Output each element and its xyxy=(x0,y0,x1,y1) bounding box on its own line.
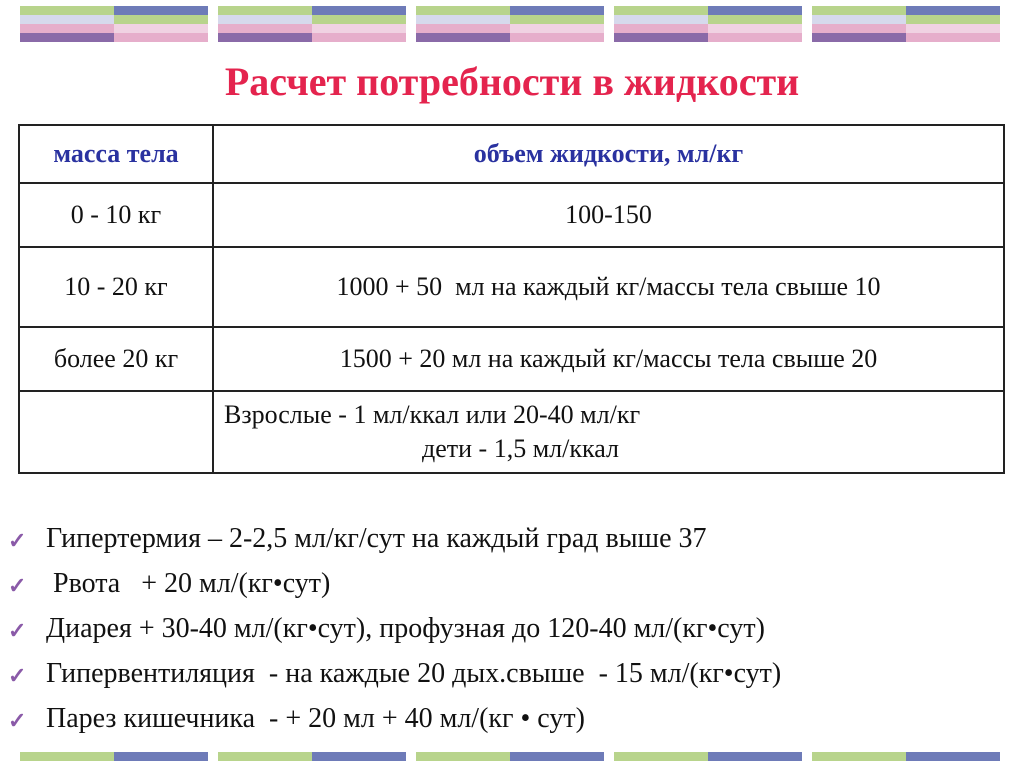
decor-block xyxy=(416,752,604,767)
decor-block xyxy=(416,6,604,46)
decor-block xyxy=(20,6,208,46)
table-row xyxy=(19,247,1004,327)
body-mass-cell: 10 - 20 кг xyxy=(19,247,213,327)
adults-children-cell xyxy=(213,391,1004,473)
decor-block xyxy=(614,6,802,46)
column-header-body-mass: масса тела xyxy=(19,125,213,183)
column-header-fluid-volume: объем жидкости, мл/кг xyxy=(213,125,1004,183)
decor-block xyxy=(218,6,406,46)
decor-block xyxy=(20,752,208,767)
decor-block xyxy=(218,752,406,767)
table-row xyxy=(19,183,1004,247)
fluid-volume-cell: 1000 + 50 мл на каждый кг/массы тела свыше 10 xyxy=(213,247,1004,327)
children-text: дети - 1,5 мл/ккал xyxy=(422,434,619,463)
fluid-volume-cell: 100-150 xyxy=(213,183,1004,247)
decor-block xyxy=(812,752,1000,767)
fluid-requirement-table xyxy=(18,124,1005,474)
list-item-text: Гипервентиляция - на каждые 20 дых.свыше - 15 мл/(кг•сут) xyxy=(46,658,782,689)
adults-text: Взрослые - 1 мл/ккал или 20-40 мл/кг xyxy=(224,400,641,429)
decor-block xyxy=(614,752,802,767)
checkmark-icon: ✓ xyxy=(8,618,27,644)
list-item xyxy=(8,606,1008,651)
body-mass-cell: 0 - 10 кг xyxy=(19,183,213,247)
body-mass-cell: более 20 кг xyxy=(19,327,213,391)
checkmark-icon: ✓ xyxy=(8,573,27,599)
table-row xyxy=(19,327,1004,391)
decor-block xyxy=(812,6,1000,46)
top-decoration xyxy=(0,6,1024,46)
table-header-row xyxy=(19,125,1004,183)
list-item xyxy=(8,516,1008,561)
list-item-text: Парез кишечника - + 20 мл + 40 мл/(кг • сут) xyxy=(46,703,585,734)
fluid-volume-cell: 1500 + 20 мл на каждый кг/массы тела свыше 20 xyxy=(213,327,1004,391)
list-item-text: Рвота + 20 мл/(кг•сут) xyxy=(46,568,331,599)
slide-title: Расчет потребности в жидкости xyxy=(224,59,800,104)
list-item-text: Гипертермия – 2-2,5 мл/кг/сут на каждый град выше 37 xyxy=(46,523,707,554)
additional-needs-list xyxy=(8,516,1008,741)
bottom-decoration xyxy=(0,752,1024,767)
checkmark-icon: ✓ xyxy=(8,663,27,689)
checkmark-icon: ✓ xyxy=(8,528,27,554)
checkmark-icon: ✓ xyxy=(8,708,27,734)
list-item-text: Диарея + 30-40 мл/(кг•сут), профузная до 120-40 мл/(кг•сут) xyxy=(46,613,765,644)
list-item xyxy=(8,561,1008,606)
empty-cell xyxy=(19,391,213,473)
list-item xyxy=(8,651,1008,696)
list-item xyxy=(8,696,1008,741)
table-row xyxy=(19,391,1004,473)
